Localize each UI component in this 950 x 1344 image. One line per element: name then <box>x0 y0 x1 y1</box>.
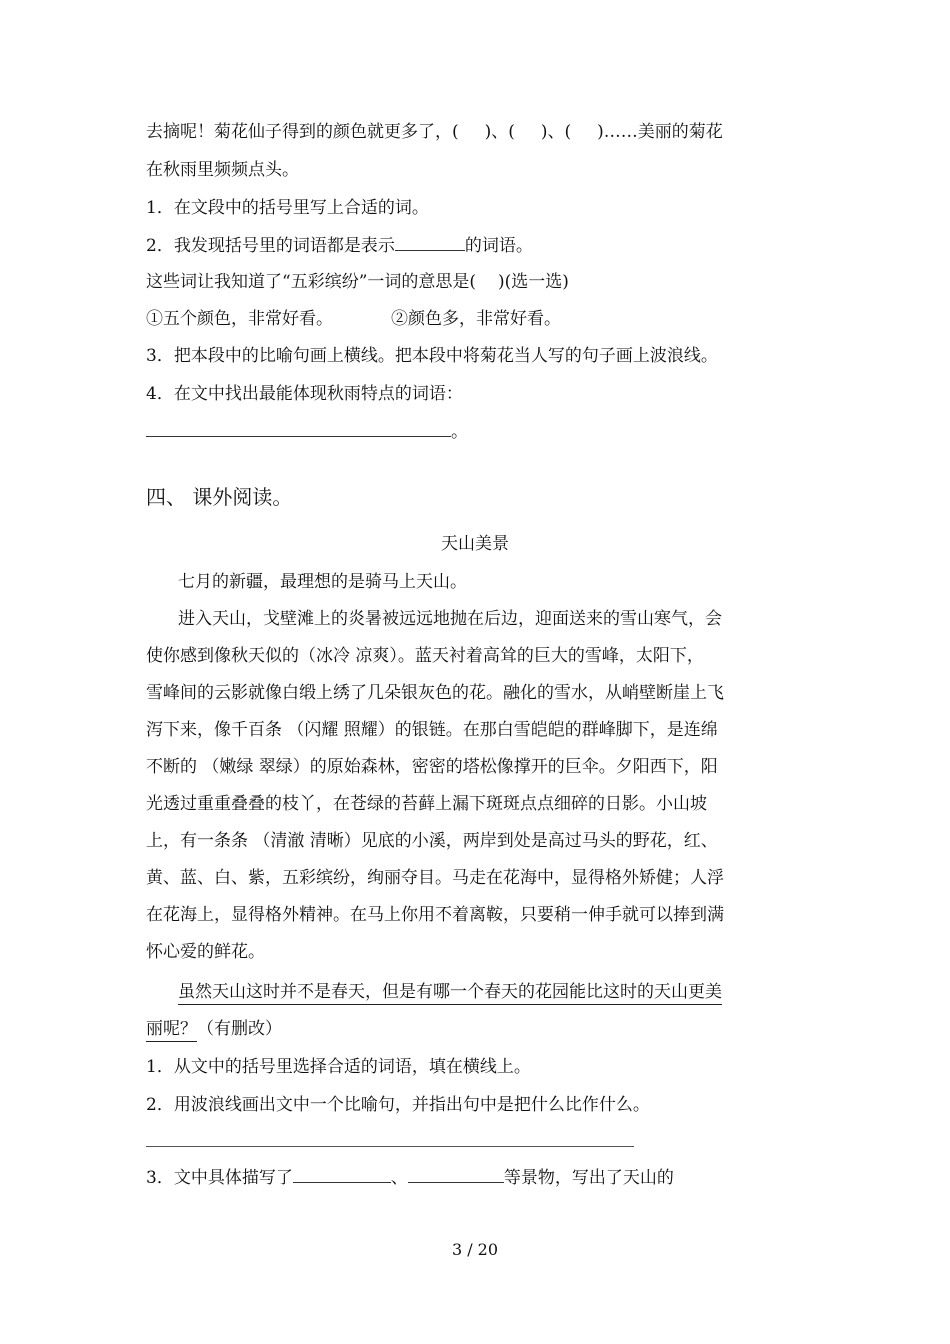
note-text: （有删改） <box>197 1019 282 1039</box>
option-2[interactable]: ②颜色多，非常好看。 <box>391 309 561 329</box>
reading-question-2: 2．用波浪线画出文中一个比喻句，并指出句中是把什么比作什么。 <box>146 1095 650 1115</box>
question-text: 3．文中具体描写了 <box>146 1168 293 1188</box>
paragraph-line: 怀心爱的鲜花。 <box>146 942 265 962</box>
question-text: 这些词让我知道了“五彩缤纷”一词的意思是( <box>146 272 477 292</box>
passage-text: )……美丽的菊花 <box>597 122 723 142</box>
answer-blank[interactable] <box>408 1166 504 1183</box>
question-1: 1．在文段中的括号里写上合适的词。 <box>146 198 429 218</box>
passage-text: 去摘呢！菊花仙子得到的颜色就更多了，( <box>146 122 459 142</box>
section-heading: 四、 课外阅读。 <box>146 485 293 509</box>
paragraph-line: 在花海上，显得格外精神。在马上你用不着离鞍，只要稍一伸手就可以捧到满 <box>146 905 724 925</box>
passage-title: 天山美景 <box>441 534 509 554</box>
answer-blank[interactable] <box>146 420 451 437</box>
question-text: 的词语。 <box>464 236 533 256</box>
paragraph-line: 泻下来，像千百条 （闪耀 照耀）的银链。在那白雪皑皑的群峰脚下，是连绵 <box>146 720 718 740</box>
paragraph-line: 进入天山，戈壁滩上的炎暑被远远地抛在后边，迎面送来的雪山寒气，会 <box>178 609 722 629</box>
answer-line[interactable] <box>146 1146 634 1147</box>
page-number: 3 / 20 <box>451 1240 499 1259</box>
options-line <box>146 307 561 331</box>
passage-line <box>146 120 723 144</box>
underlined-text: 虽然天山这时并不是春天，但是有哪一个春天的花园能比这时的天山更美 <box>178 982 722 1005</box>
paragraph-line: 光透过重重叠叠的枝丫，在苍绿的苔藓上漏下斑斑点点细碎的日影。小山坡 <box>146 794 707 814</box>
paragraph-line: 七月的新疆，最理想的是骑马上天山。 <box>178 572 467 592</box>
option-1[interactable]: ①五个颜色，非常好看。 <box>146 309 333 329</box>
underlined-sentence <box>178 980 722 1004</box>
question-text: 2．我发现括号里的词语都是表示 <box>146 236 395 256</box>
paragraph-line: 雪峰间的云影就像白缎上绣了几朵银灰色的花。融化的雪水，从峭壁断崖上飞 <box>146 683 724 703</box>
question-4-answer-line <box>146 420 468 444</box>
reading-question-3 <box>146 1166 674 1190</box>
reading-question-1: 1．从文中的括号里选择合适的词语，填在横线上。 <box>146 1057 531 1077</box>
paragraph-line: 不断的 （嫩绿 翠绿）的原始森林，密密的塔松像撑开的巨伞。夕阳西下，阳 <box>146 757 718 777</box>
question-2 <box>146 234 533 258</box>
question-4: 4．在文中找出最能体现秋雨特点的词语： <box>146 384 463 404</box>
answer-blank[interactable] <box>395 234 465 251</box>
question-3: 3．把本段中的比喻句画上横线。把本段中将菊花当人写的句子画上波浪线。 <box>146 346 718 366</box>
question-text: 等景物，写出了天山的 <box>503 1168 674 1188</box>
question-text: )(选一选) <box>498 272 569 292</box>
paragraph-line: 黄、蓝、白、紫，五彩缤纷，绚丽夺目。马走在花海中，显得格外矫健；人浮 <box>146 868 724 888</box>
underlined-text: 丽呢？ <box>146 1019 197 1042</box>
paragraph-line: 使你感到像秋天似的（冰冷 凉爽）。蓝天衬着高耸的巨大的雪峰，太阳下， <box>146 646 704 666</box>
question-2-sub <box>146 270 569 294</box>
question-text: 、 <box>390 1168 408 1188</box>
question-text: 。 <box>451 422 468 442</box>
passage-line: 在秋雨里频频点头。 <box>146 160 299 180</box>
answer-blank[interactable] <box>293 1166 391 1183</box>
paragraph-line <box>146 1017 282 1041</box>
passage-text: )、( <box>484 122 515 142</box>
passage-text: )、( <box>540 122 572 142</box>
paragraph-line: 上，有一条条 （清澈 清晰）见底的小溪，两岸到处是高过马头的野花，红、 <box>146 831 718 851</box>
